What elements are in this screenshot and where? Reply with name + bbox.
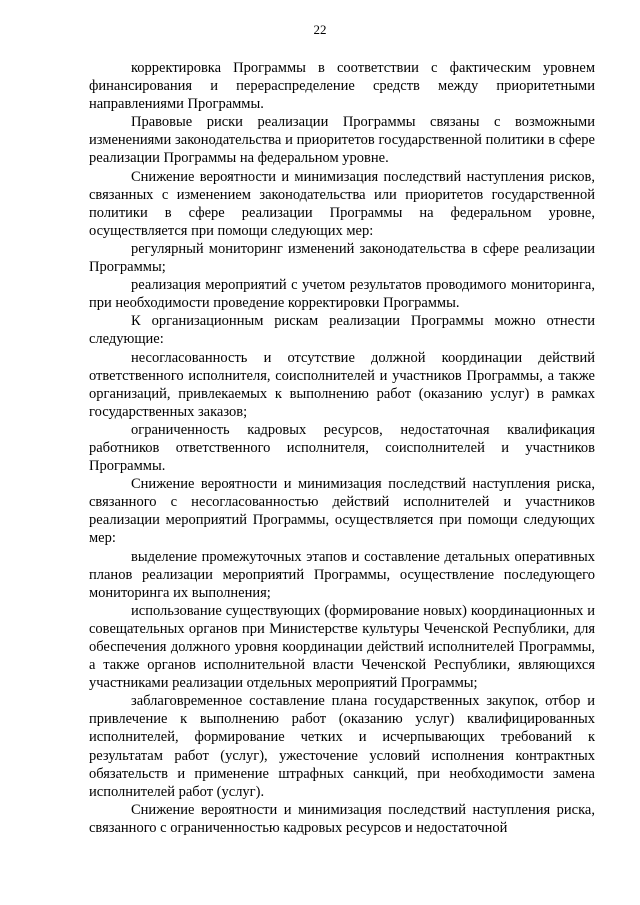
page-number: 22 <box>313 22 327 37</box>
paragraph-legal-risk-mitigation: Снижение вероятности и минимизация последствий наступления рисков, связанных с изменением законодательства или приоритетов государственной политики в сфере реализации Программы на федеральном уровне, осуществляется при помощи следующих мер: <box>89 168 595 239</box>
paragraph-staffing-mitigation: Снижение вероятности и минимизация последствий наступления риска, связанного с ограниченностью кадровых ресурсов и недостаточной <box>89 801 595 836</box>
paragraph-organizational-risks: К организационным рискам реализации Программы можно отнести следующие: <box>89 313 595 348</box>
paragraph-staffing-risk: ограниченность кадровых ресурсов, недостаточная квалификация работников ответственного исполнителя, соисполнителей и участников Программы. <box>89 421 595 475</box>
paragraph-coordination-bodies: использование существующих (формирование новых) координационных и совещательных органов при Министерстве культуры Чеченской Республики, для обеспечения должного уровня координации действий исполнителей Программы, а также органов исполнительной власти Чеченской Республики, являющихся участниками реализации отдельных мероприятий Программы; <box>89 602 595 692</box>
paragraph-coordination-risk: несогласованность и отсутствие должной координации действий ответственного исполнителя, соисполнителей и участников Программы, а также организаций, привлекаемых к выполнению работ (оказанию услуг) в рамках государственных заказов; <box>89 349 595 420</box>
paragraph-procurement-planning: заблаговременное составление плана государственных закупок, отбор и привлечение к выполнению работ (оказанию услуг) квалифицированных исполнителей, формирование четких и исчерпывающих требований к результатам работ (услуг), ужесточение условий исполнения контрактных обязательств и применение штрафных санкций, при необходимости замена исполнителей работ (услуг). <box>89 693 595 800</box>
document-body <box>89 59 595 837</box>
paragraph-coordination-mitigation: Снижение вероятности и минимизация последствий наступления риска, связанного с несогласованностью действий исполнителей и участников реализации мероприятий Программы, осуществляется при помощи следующих мер: <box>89 476 595 547</box>
paragraph-monitoring-results: реализация мероприятий с учетом результатов проводимого мониторинга, при необходимости проведение корректировки Программы. <box>89 277 595 312</box>
paragraph-legislation-monitoring: регулярный мониторинг изменений законодательства в сфере реализации Программы; <box>89 240 595 276</box>
paragraph-legal-risks: Правовые риски реализации Программы связаны с возможными изменениями законодательства и приоритетов государственной политики в сфере реализации Программы на федеральном уровне. <box>89 114 595 167</box>
paragraph-intermediate-stages: выделение промежуточных этапов и составление детальных оперативных планов реализации мероприятий Программы, осуществление последующего мониторинга их выполнения; <box>89 548 595 601</box>
paragraph-correction-financing: корректировка Программы в соответствии с фактическим уровнем финансирования и перераспределение средств между приоритетными направлениями Программы. <box>89 60 595 113</box>
